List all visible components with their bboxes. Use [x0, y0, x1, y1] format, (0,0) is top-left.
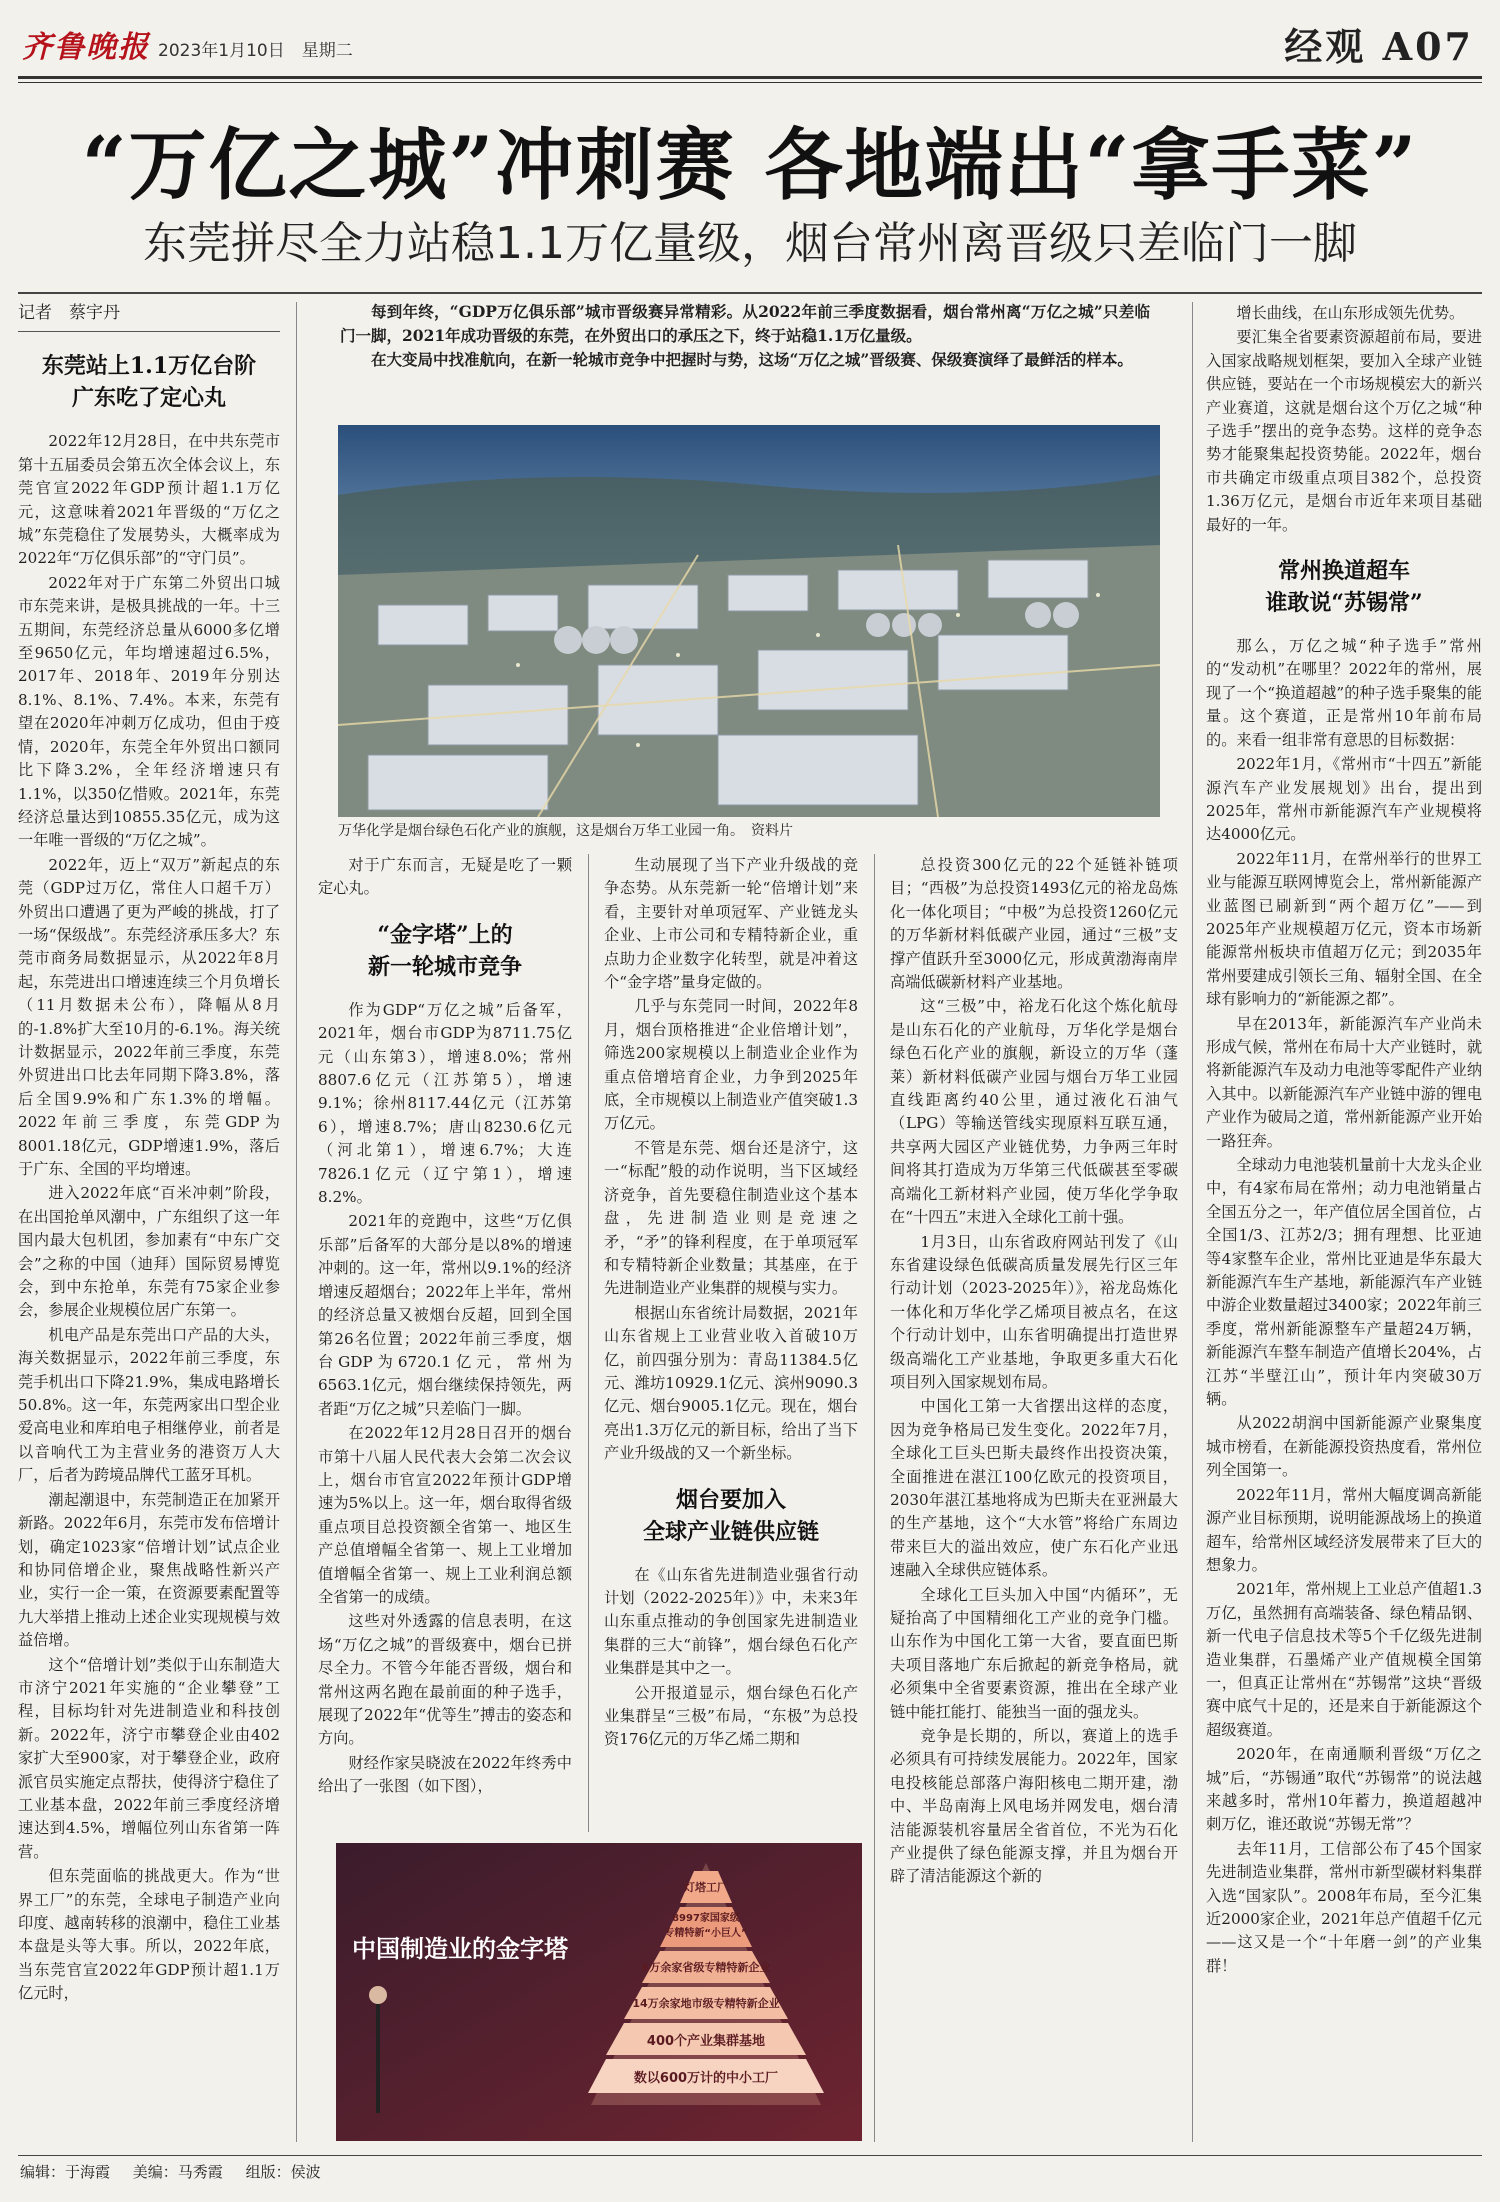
paragraph: 早在2013年，新能源汽车产业尚未形成气候，常州在布局十大产业链时，就将新能源汽车及动力电池等零配件产业纳入其中。以新能源汽车产业链中游的锂电产业作为破局之道，常州新能源产业开始一路狂奔。	[1206, 1014, 1482, 1150]
section-subtitle-2	[318, 919, 572, 983]
column-divider	[588, 854, 589, 1832]
section-subtitle-3	[604, 1484, 858, 1548]
column-5	[1206, 302, 1482, 2142]
subtitle-text: 常州换道超车 谁敢说“苏锡常”	[1265, 558, 1423, 617]
issue-date: 2023年1月10日 星期二	[158, 41, 353, 61]
paragraph: 增长曲线，在山东形成领先优势。	[1236, 304, 1465, 322]
column-1	[18, 302, 280, 2142]
lead-text: 在大变局中找准航向，在新一轮城市竞争中把握时与势，这场“万亿之城”晋级赛、保级赛演绎了最鲜活的样本。	[371, 350, 1133, 369]
section-label: 经观 A07	[1284, 24, 1474, 69]
paragraph: 作为GDP“万亿之城”后备军，2021年，烟台市GDP为8711.75亿元（山东第3），增速8.0%；常州8807.6亿元（江苏第5），增速9.1%；徐州8117.44亿元（江苏第6），增速8.7%；唐山8230.6亿元（河北第1），增速6.7%；大连7826.1亿元（辽宁第1），增速8.2%。	[318, 1000, 572, 1207]
paragraph: 潮起潮退中，东莞制造正在加紧开新路。2022年6月，东莞市发布倍增计划，确定1023家“倍增计划”试点企业和协同倍增企业，聚焦战略性新兴产业，实行一企一策，在资源要素配置等九大举措上推动上述企业实现规模与效益倍增。	[18, 1490, 280, 1650]
paragraph: 根据山东省统计局数据，2021年山东省规上工业营业收入首破10万亿，前四强分别为：青岛11384.5亿元、潍坊10929.1亿元、滨州9090.3亿元、烟台9005.1亿元。现在，烟台亮出1.3万亿元的新目标，给出了当下产业升级战的又一个新坐标。	[604, 1303, 858, 1463]
layout-credit: 组版：侯波	[245, 2163, 321, 2181]
paragraph: 机电产品是东莞出口产品的大头，海关数据显示，2022年前三季度，东莞手机出口下降21.9%，集成电路增长50.8%。这一年，东莞两家出口型企业爱高电业和库珀电子相继停业，前者是以音响代工为主营业务的港资万人大厂，后者为跨境品牌代工蓝牙耳机。	[18, 1325, 280, 1485]
paragraph: 全球动力电池装机量前十大龙头企业中，有4家布局在常州；动力电池销量占全国五分之一，年产值位居全国首位，占全国1/3、江苏2/3；拥有理想、比亚迪等4家整车企业，常州比亚迪是华东最大新能源汽车生产基地，新能源汽车产业链中游企业数量超过3400家；2022年前三季度，常州新能源整车产量超24万辆，新能源汽车整车制造产值增长204%，占江苏“半壁江山”，预计年内突破30万辆。	[1206, 1156, 1482, 1409]
pyramid-tier-label: 6万余家省级专精特新企业	[641, 1961, 771, 1974]
designer-credit: 美编：马秀霞	[132, 2163, 223, 2181]
paragraph: 2022年12月28日，在中共东莞市第十五届委员会第五次全体会议上，东莞官宣2022年GDP预计超1.1万亿元，这意味着2021年晋级的“万亿之城”东莞稳住了发展势头，大概率成为2022年“万亿俱乐部”的“守门员”。	[18, 432, 280, 568]
paragraph: 2020年，在南通顺利晋级“万亿之城”后，“苏锡通”取代“苏锡常”的说法越来越多时，常州10年蓄力，换道超越冲刺万亿，谁还敢说“苏锡无常”？	[1206, 1745, 1482, 1834]
manufacturing-pyramid-graphic	[336, 1843, 862, 2141]
top-rule-thin	[18, 82, 1482, 83]
masthead	[18, 14, 1482, 74]
column-divider	[1192, 302, 1193, 2142]
headline-rule	[18, 292, 1482, 294]
paragraph: 几乎与东莞同一时间，2022年8月，烟台顶格推进“企业倍增计划”，筛选200家规模以上制造业企业作为重点倍增培育企业，力争到2025年底，全市规模以上制造业产值突破1.3万亿元。	[604, 997, 858, 1133]
pyramid-tier-label: 数以600万计的中小工厂	[633, 2071, 779, 2086]
paragraph: 2022年11月，常州大幅度调高新能源产业目标预期，说明能源战场上的换道超车，给常州区域经济发展带来了巨大的想象力。	[1206, 1485, 1482, 1574]
paragraph: 财经作家吴晓波在2022年终秀中给出了一张图（如下图），	[318, 1753, 572, 1796]
paragraph: 在2022年12月28日召开的烟台市第十八届人民代表大会第二次会议上，烟台市官宣2022年预计GDP增速为5%以上。这一年，烟台取得省级重点项目总投资额全省第一、地区生产总值增幅全省第一、规上工业增加值增幅全省第一、规上工业利润总额全省第一的成绩。	[318, 1424, 572, 1606]
paragraph: 2022年，迈上“双万”新起点的东莞（GDP过万亿，常住人口超千万）外贸出口遭遇了更为严峻的挑战，打了一场“保级战”。东莞经济承压多大？东莞市商务局数据显示，从2022年8月起，东莞进出口增速连续三个月负增长（11月数据未公布），降幅从8月的-1.8%扩大至10月的-6.1%。海关统计数据显示，2022年前三季度，东莞外贸进出口比去年同期下降3.8%，落后全国9.9%和广东1.3%的增幅。2022年前三季度，东莞GDP为8001.18亿元，GDP增速1.9%，落后于广东、全国的平均增速。	[18, 855, 280, 1178]
section-subtitle-1	[18, 350, 280, 414]
column-3	[604, 854, 858, 1832]
column-2	[318, 854, 572, 1832]
pyramid-tier-label: 14万余家地市级专精特新企业	[632, 1997, 780, 2010]
industrial-park-photo	[338, 425, 1160, 817]
presenter-figure	[376, 2003, 380, 2113]
pyramid-tier-label: 8997家国家级 专精特新“小巨人”	[664, 1913, 748, 1939]
paragraph: 这个“倍增计划”类似于山东制造大市济宁2021年实施的“企业攀登”工程，目标均针对先进制造业和科技创新。2022年，济宁市攀登企业由402家扩大至900家，对于攀登企业，政府派官员实施定点帮扶，使得济宁稳住了工业基本盘，2022年前三季度经济增速达到4.5%，增幅位列山东省第一阵营。	[18, 1655, 280, 1861]
paragraph: 进入2022年底“百米冲刺”阶段，在出国抢单风潮中，广东组织了这一年国内最大包机团，参加素有“中东广交会”之称的中国（迪拜）国际贸易博览会，到中东抢单，东莞有75家企业参会，参展企业规模位居广东第一。	[18, 1184, 280, 1320]
paragraph: 总投资300亿元的22个延链补链项目；“西极”为总投资1493亿元的裕龙岛炼化一体化项目；“中极”为总投资1260亿元的万华新材料低碳产业园，通过“三极”支撑产值跃升至3000亿元，形成黄渤海南岸高端低碳新材料产业基地。	[890, 856, 1178, 992]
section-subtitle-4	[1206, 555, 1482, 619]
pyramid-illustration	[336, 1843, 862, 2141]
pyramid-tier-label: 400个产业集群基地	[646, 2034, 766, 2049]
newspaper-logo: 齐鲁晚报	[22, 30, 150, 65]
paragraph: 公开报道显示，烟台绿色石化产业集群呈“三极”布局，“东极”为总投资176亿元的万华乙烯二期和	[604, 1683, 858, 1749]
headline: “万亿之城”冲刺赛 各地端出“拿手菜”	[81, 120, 1419, 211]
paragraph: 中国化工第一大省摆出这样的态度，因为竞争格局已发生变化。2022年7月，全球化工巨头巴斯夫最终作出投资决策，全面推进在湛江100亿欧元的投资项目，2030年湛江基地将成为巴斯夫在亚洲最大的生产基地，这个“大水管”将给广东周边带来巨大的溢出效应，使广东石化产业迅速融入全球供应链体系。	[890, 1397, 1178, 1580]
paragraph: 不管是东莞、烟台还是济宁，这一“标配”般的动作说明，当下区域经济竞争，首先要稳住制造业这个基本盘，先进制造业则是竞速之矛，“矛”的锋利程度，在于单项冠军和专精特新企业数量；其基座，在于先进制造业产业集群的规模与实力。	[604, 1138, 858, 1298]
subtitle-text: “金字塔”上的 新一轮城市竞争	[367, 921, 522, 980]
subtitle-text: 东莞站上1.1万亿台阶 广东吃了定心丸	[41, 353, 257, 412]
paragraph: 2022年1月，《常州市“十四五”新能源汽车产业发展规划》出台，提出到2025年，常州市新能源汽车产业规模将达4000亿元。	[1206, 755, 1482, 844]
lead-paragraph	[340, 300, 1150, 372]
subtitle-text: 烟台要加入 全球产业链供应链	[642, 1486, 819, 1545]
paragraph: 但东莞面临的挑战更大。作为“世界工厂”的东莞，全球电子制造产业向印度、越南转移的浪潮中，稳住工业基本盘是头等大事。所以，2022年底，当东莞官宣2022年GDP预计超1.1万亿元时，	[18, 1867, 280, 2003]
paragraph: 全球化工巨头加入中国“内循环”，无疑抬高了中国精细化工产业的竞争门槛。山东作为中国化工第一大省，要直面巴斯夫项目落地广东后掀起的新竞争格局，就必须集中全省要素资源，推出在全球产业链中能扛能打、能独当一面的强龙头。	[890, 1585, 1178, 1721]
paragraph: 这些对外透露的信息表明，在这场“万亿之城”的晋级赛中，烟台已拼尽全力。不管今年能否晋级，烟台和常州这两名跑在最前面的种子选手，展现了2022年“优等生”搏击的姿态和方向。	[318, 1612, 572, 1748]
pyramid-title: 中国制造业的金字塔	[352, 1935, 568, 1963]
footer-rule	[18, 2155, 1482, 2156]
pyramid-tier-label: 灯塔工厂	[684, 1881, 728, 1894]
column-4	[890, 854, 1178, 2144]
paragraph: 在《山东省先进制造业强省行动计划（2022-2025年）》中，未来3年山东重点推动的争创国家先进制造业集群的三大“前锋”，烟台绿色石化产业集群是其中之一。	[604, 1565, 858, 1678]
lead-text: 每到年终，“GDP万亿俱乐部”城市晋级赛异常精彩。从2022年前三季度数据看，烟台常州离“万亿之城”只差临门一脚，2021年成功晋级的东莞，在外贸出口的承压之下，终于站稳1.1万亿量级。	[340, 302, 1150, 345]
photo-caption: 万华化学是烟台绿色石化产业的旗舰，这是烟台万华工业园一角。 资料片	[338, 823, 793, 839]
paragraph: 1月3日，山东省政府网站刊发了《山东省建设绿色低碳高质量发展先行区三年行动计划（2023-2025年）》，裕龙岛炼化一体化和万华化学乙烯项目被点名，在这个行动计划中，山东省明确提出打造世界级高端化工产业基地，争取更多重大石化项目列入国家规划布局。	[890, 1232, 1178, 1391]
column-divider	[296, 302, 297, 2142]
top-rule	[18, 76, 1482, 79]
paragraph: 2021年的竞跑中，这些“万亿俱乐部”后备军的大部分是以8%的增速冲刺的。这一年，常州以9.1%的经济增速反超烟台；2022年上半年，常州的经济总量又被烟台反超，回到全国第26名位置；2022年前三季度，烟台GDP为6720.1亿元，常州为6563.1亿元，烟台继续保持领先，两者距“万亿之城”只差临门一脚。	[318, 1212, 572, 1418]
paragraph: 2022年对于广东第二外贸出口城市东莞来讲，是极具挑战的一年。十三五期间，东莞经济总量从6000多亿增至9650亿元，年均增速超过6.5%，2017年、2018年、2019年分别达8.1%、8.1%、7.4%。本来，东莞有望在2020年冲刺万亿成功，但由于疫情，2020年，东莞全年外贸出口额同比下降3.2%，全年经济增速只有1.1%，以350亿惜败。2021年，东莞经济总量达到10855.35亿元，成为这一年唯一晋级的“万亿之城”。	[18, 573, 280, 850]
paragraph: 从2022胡润中国新能源产业聚集度城市榜看，在新能源投资热度看，常州位列全国第一。	[1206, 1414, 1482, 1480]
paragraph: 2022年11月，在常州举行的世界工业与能源互联网博览会上，常州新能源产业蓝图已刷新到“两个超万亿”——到2025年产业规模超万亿元，资本市场新能源常州板块市值超万亿元；到2035年常州要建成引领长三角、辐射全国、在全球有影响力的“新能源之都”。	[1206, 849, 1482, 1009]
paragraph: 这“三极”中，裕龙石化这个炼化航母是山东石化的产业航母，万华化学是烟台绿色石化产业的旗舰，新设立的万华（蓬莱）新材料低碳产业园与烟台万华工业园直线距离约40公里，通过液化石油气（LPG）等输送管线实现原料互联互通，共享两大园区产业链优势，力争两三年时间将其打造成为万华第三代低碳甚至零碳高端化工新材料产业园，使万华化学争取在“十四五”末进入全球化工前十强。	[890, 997, 1178, 1227]
paragraph: 生动展现了当下产业升级战的竞争态势。从东莞新一轮“倍增计划”来看，主要针对单项冠军、产业链龙头企业、上市公司和专精特新企业，重点助力企业数字化转型，就是冲着这个“金字塔”量身定做的。	[604, 856, 858, 992]
editor-credit: 编辑：于海霞	[20, 2163, 111, 2181]
paragraph: 竞争是长期的，所以，赛道上的选手必须具有可持续发展能力。2022年，国家电投核能总部落户海阳核电二期开建，渤中、半岛南海上风电场并网发电，烟台清洁能源装机容量居全省首位，不光为石化产业提供了绿色能源支撑，并且为烟台开辟了清洁能源这个新的	[890, 1727, 1178, 1886]
paragraph: 要汇集全省要素资源超前布局，要进入国家战略规划框架，要加入全球产业链供应链，要站在一个市场规模宏大的新兴产业赛道，这就是烟台这个万亿之城“种子选手”摆出的竞争态势。这样的竞争态势才能聚集起投资势能。2022年，烟台市共确定市级重点项目382个，总投资1.36万亿元，是烟台市近年来项目基础最好的一年。	[1206, 328, 1482, 534]
subheadline: 东莞拼尽全力站稳1.1万亿量级，烟台常州离晋级只差临门一脚	[143, 218, 1357, 269]
paragraph: 去年11月，工信部公布了45个国家先进制造业集群，常州市新型碳材料集群入选“国家队”。2008年布局，至今汇集近2000家企业，2021年总产值超千亿元——这又是一个“十年磨一剑”的产业集群！	[1206, 1839, 1482, 1975]
paragraph: 2021年，常州规上工业总产值超1.3万亿，虽然拥有高端装备、绿色精品钢、新一代电子信息技术等5个千亿级先进制造业集群，石墨烯产业产值规模全国第一，但真正让常州在“苏锡常”这块“晋级赛中底气十足的，还是来自于新能源这个超级赛道。	[1206, 1580, 1482, 1739]
column-divider	[874, 854, 875, 2142]
paragraph: 那么，万亿之城“种子选手”常州的“发动机”在哪里？2022年的常州，展现了一个“换道超越”的种子选手聚集的能量。这个赛道，正是常州10年前布局的。来看一组非常有意思的目标数据：	[1206, 637, 1482, 749]
footer-credits	[20, 2161, 339, 2182]
paragraph: 对于广东而言，无疑是吃了一颗定心丸。	[318, 856, 572, 898]
photo-illustration	[338, 425, 1160, 817]
byline: 记者 蔡宇丹	[18, 302, 280, 332]
